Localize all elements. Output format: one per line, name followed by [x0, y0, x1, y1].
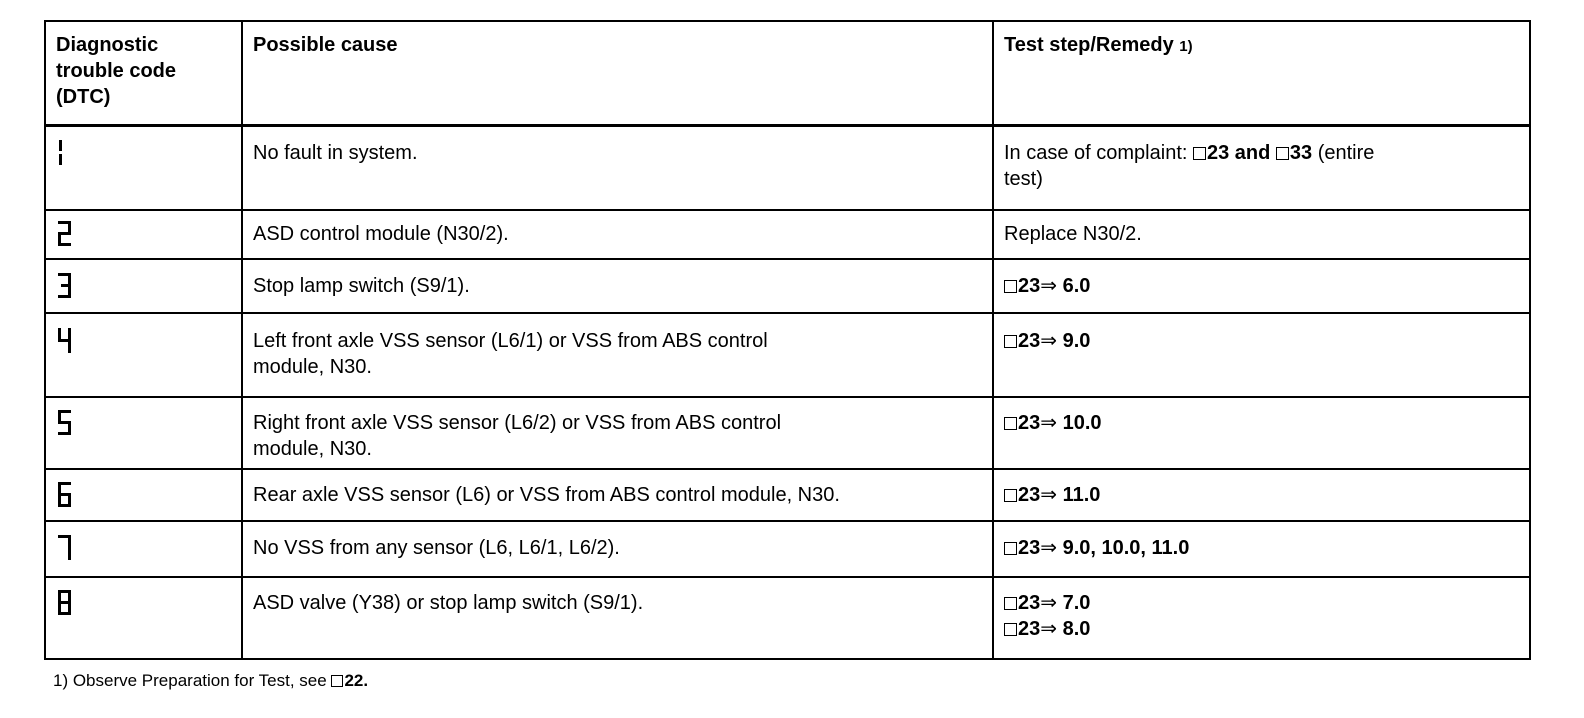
cause-row-3: Stop lamp switch (S9/1).	[253, 275, 470, 297]
remedy-text: (entire test)	[1004, 142, 1375, 190]
reference-number: 23	[1018, 618, 1041, 640]
reference-number: 23	[1018, 330, 1041, 352]
column-divider-1	[241, 22, 243, 658]
row-divider	[46, 209, 1529, 211]
reference-number: 23	[1018, 484, 1041, 506]
remedy-row-6	[1004, 482, 1524, 508]
row-divider	[46, 468, 1529, 470]
reference-number: 23	[1206, 142, 1230, 164]
row-divider	[46, 396, 1529, 398]
test-step: 10.0	[1062, 412, 1102, 434]
remedy-text: In case of complaint:	[1004, 142, 1193, 164]
cause-row-8: ASD valve (Y38) or stop lamp switch (S9/1).	[253, 592, 644, 614]
manual-reference-icon	[1193, 147, 1206, 160]
remedy-row-2: Replace N30/2.	[1004, 223, 1142, 245]
reference-number: 23	[1018, 592, 1041, 614]
dtc-code-3	[56, 271, 74, 301]
footnote-text: 1) Observe Preparation for Test, see	[53, 671, 332, 690]
manual-reference-icon	[1004, 542, 1017, 555]
footnote-reference: 22	[344, 671, 364, 690]
arrow-icon: ⇒	[1040, 484, 1058, 506]
dtc-code-4	[56, 326, 74, 356]
manual-reference-icon	[1276, 147, 1289, 160]
column-divider-2	[992, 22, 994, 658]
arrow-icon: ⇒	[1040, 537, 1058, 559]
cause-row-2: ASD control module (N30/2).	[253, 223, 509, 245]
cause-row-6: Rear axle VSS sensor (L6) or VSS from ABS control module, N30.	[253, 484, 840, 506]
cause-row-4: Left front axle VSS sensor (L6/1) or VSS from ABS control module, N30.	[253, 330, 768, 378]
test-step: 6.0	[1062, 275, 1091, 297]
test-step: 9.0	[1062, 330, 1091, 352]
header-dtc: Diagnostic trouble code (DTC)	[56, 34, 177, 108]
manual-reference-icon	[1004, 417, 1017, 430]
row-divider	[46, 576, 1529, 578]
reference-number: 23	[1018, 275, 1041, 297]
reference-number: 23	[1018, 537, 1041, 559]
footnote-period: .	[363, 671, 369, 690]
remedy-row-5	[1004, 410, 1524, 436]
header-cause: Possible cause	[253, 34, 398, 56]
remedy-row-8	[1004, 590, 1524, 642]
footnote	[53, 670, 368, 692]
manual-reference-icon	[1004, 623, 1017, 636]
dtc-code-8	[56, 588, 74, 618]
header-remedy-label: Test step/Remedy	[1004, 34, 1174, 56]
remedy-row-1	[1004, 140, 1524, 192]
manual-reference-icon	[1004, 489, 1017, 502]
manual-reference-icon	[331, 675, 343, 687]
reference-number: 33	[1289, 142, 1313, 164]
remedy-row-7	[1004, 535, 1524, 561]
manual-reference-icon	[1004, 597, 1017, 610]
dtc-code-1	[56, 138, 74, 168]
manual-reference-icon	[1004, 280, 1017, 293]
row-divider	[46, 258, 1529, 260]
cause-row-1: No fault in system.	[253, 142, 418, 164]
header-divider	[46, 124, 1529, 127]
row-divider	[46, 520, 1529, 522]
dtc-code-5	[56, 408, 74, 438]
remedy-row-4	[1004, 328, 1524, 354]
row-divider	[46, 312, 1529, 314]
remedy-text: and	[1229, 142, 1276, 164]
manual-reference-icon	[1004, 335, 1017, 348]
dtc-table	[44, 20, 1531, 660]
header-remedy-footnote-marker: 1)	[1179, 38, 1193, 55]
cause-row-5: Right front axle VSS sensor (L6/2) or VSS from ABS control module, N30.	[253, 412, 782, 460]
arrow-icon: ⇒	[1040, 412, 1058, 434]
test-step: 9.0, 10.0, 11.0	[1062, 537, 1190, 559]
arrow-icon: ⇒	[1040, 330, 1058, 352]
arrow-icon: ⇒	[1040, 592, 1058, 614]
test-step: 11.0	[1062, 484, 1101, 506]
remedy-row-3	[1004, 273, 1524, 299]
dtc-code-7	[56, 533, 74, 563]
reference-number: 23	[1018, 412, 1041, 434]
test-step: 7.0	[1062, 592, 1091, 614]
dtc-code-6	[56, 480, 74, 510]
header-remedy	[1004, 32, 1524, 60]
dtc-code-2	[56, 219, 74, 249]
arrow-icon: ⇒	[1040, 275, 1058, 297]
test-step: 8.0	[1062, 618, 1091, 640]
cause-row-7: No VSS from any sensor (L6, L6/1, L6/2).	[253, 537, 620, 559]
arrow-icon: ⇒	[1040, 618, 1058, 640]
